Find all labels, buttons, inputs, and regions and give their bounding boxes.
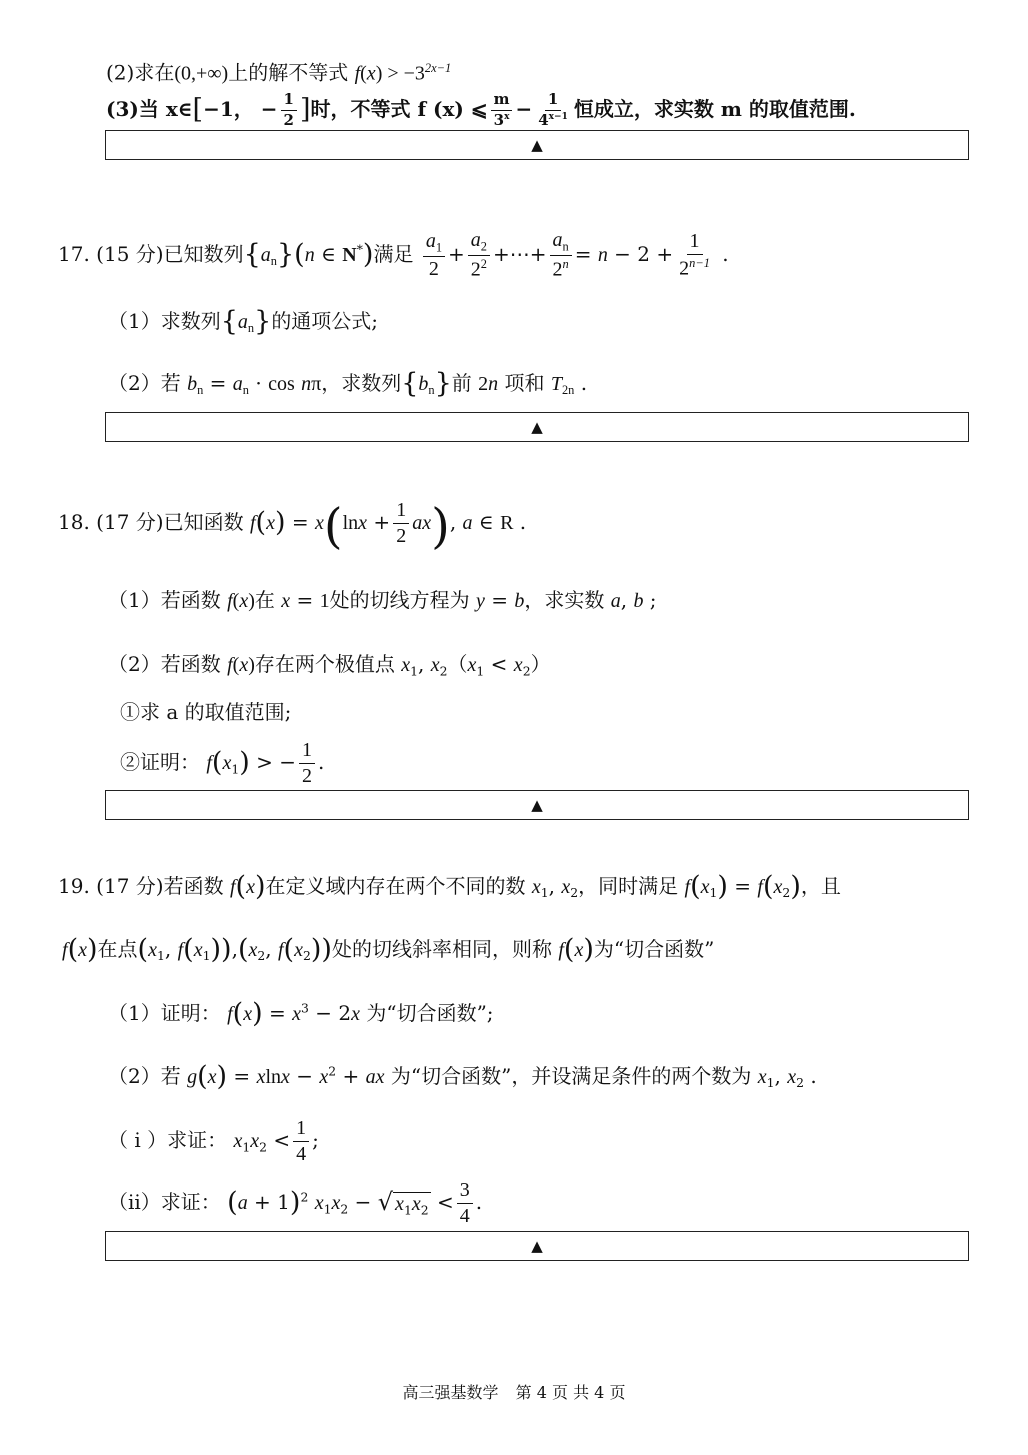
footer-title: 高三强基数学 [402,1383,499,1402]
q16-part2: (2)求在(0,+∞)上的解不等式 $f(x) > -3^{2x-1}$ [106,60,452,85]
answer-marker-icon: ▲ [531,136,543,154]
q19-part2: （2）若 $g(x) = xlnx - x^2$ + ax 为“切合函数”，并设满足条件的两个数为 $x_1$, $x_2$ . [108,1061,817,1092]
q19-part2-i: （ i ）求证： $x_1x_2$ < $\frac{1}{4}$ ; [108,1117,319,1165]
q19-part1: （1）证明： $f(x) = x^3 - 2x$ 为“切合函数”; [108,998,494,1029]
answer-marker-icon: ▲ [531,1237,543,1255]
q19-stem: 19. (17 分)若函数 f(x)在定义域内存在两个不同的数 $x_1$, $x_2$，同时满足 $f(x_1) = f(x_2)$，且 [58,871,841,902]
q18-sub1: ①求 a 的取值范围; [120,700,292,724]
q17-part2: （2）若 $b_n = a_n \cdot \cos n\pi$，求数列$\{b_n\}$前 2n 项和 $T_{2n}$ . [108,368,588,399]
answer-box[interactable] [105,790,969,820]
q16-part3: (3)当 x∈[−1， − $\frac{1}{2}$ ]时，不等式 f (x) ⩽ $\frac{m}{3^x}$ − $\frac{1}{4^{x-1}}$ 恒成立，求实数 m 的取值范围. [106,90,856,129]
answer-marker-icon: ▲ [531,418,543,436]
page-footer [0,1380,1028,1403]
answer-box[interactable] [105,130,969,160]
q17-part1: （1）求数列$\{a_n\}$的通项公式; [108,306,379,337]
answer-marker-icon: ▲ [531,796,543,814]
q19-stem-line2: f(x)在点($x_1$, $f(x_1)),(x_2$, $f(x_2)$)处的切线斜率相同，则称 f(x)为“切合函数” [62,934,715,965]
q18-sub2: ②证明： $f(x_1)$ > − $\frac{1}{2}$ . [120,739,325,787]
page-number: 第 4 页 共 4 页 [515,1383,626,1402]
answer-box[interactable] [105,412,969,442]
q18-part2: （2）若函数 f(x)存在两个极值点 $x_1$, $x_2(x_1 < x_2)$ [108,652,551,679]
q18-stem: 18. (17 分)已知函数 f(x) = x(lnx + $\frac{1}{2}$ ax), a ∈ R . [58,498,527,555]
q19-part2-ii: （ii）求证： $(a + 1)^2$ $x_1x_2$ − √ $x_1x_2$ < $\frac{3}{4}$ . [108,1179,483,1227]
answer-box[interactable] [105,1231,969,1261]
q18-part1: （1）若函数 f(x)在 x = 1处的切线方程为 y = b，求实数 a, b ; [108,588,657,612]
q17-stem: 17. (15 分)已知数列$\{a_n\}(n$ ∈ N*)满足 $\frac{a_1}{2}$ + $\frac{a_2}{2^2}$ +⋯+ $\frac{a_n}{2^n}$ = n − 2 + $\frac{1}{2^{n-1}}$ . [58,229,729,281]
